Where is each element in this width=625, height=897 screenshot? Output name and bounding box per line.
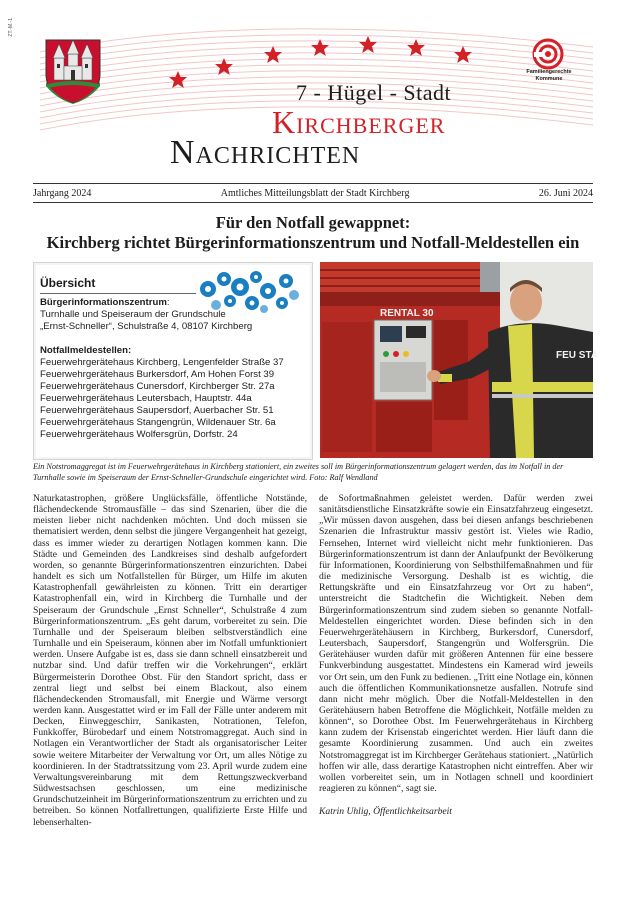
edition-code: ZT.-M.-1 xyxy=(8,18,14,37)
star-icon xyxy=(311,39,329,56)
stations-block xyxy=(40,345,308,441)
masthead-title-line1: Kirchberger xyxy=(272,104,446,140)
info-center-label: Bürgerinformationszentrum xyxy=(40,297,167,308)
info-center-block xyxy=(40,297,308,333)
article-paragraph: Naturkatastrophen, größere Unglücksfälle, öffentliche Notstände, flächendeckende Stromausfälle – das sind Szenarien, über die die meisten lieber nicht nachdenken möchten. Und doch müssen sie thematisiert werden, denn selbst die jüngere Vergangenheit hat gezeigt, dass es immer wieder zu derartigen Notlagen kommen kann. Die Städte und Gemeinden des Landkreises sind deshalb aufgefordert worden, so genannte Bürgerinformationszentren einzurichten. Dabei handelt es sich um Notfallstellen für Bürger, um Hilfe im akuten Katastrophenfall gewährleisten zu können. Tritt ein derartiger Katastrophenfall ein, wird in Kirchberg die Turnhalle und der Speiseraum der Grundschule „Ernst Schneller“, Schulstraße 4 zum Bürgerinformationszentrum. „Es geht darum, vorbereitet zu sein. Die Turnhalle und der Speiseraum bleiben selbstverständlich eine Turnhalle und ein Speiseraum, können aber im Notfall umfunktioniert werden. Unsere Aufgabe ist es, dass sie dann schnell einsatzbereit und nutzbar sind. Und dafür treffen wir die Vorkehrungen“, erklärt Bürgermeisterin Dorothee Obst. Für den Standort spricht, dass er zentral liegt und selbst bei einem Blackout, also einem flächendeckenden Stromausfall, mit Energie und Wärme versorgt werden kann. Ausgestattet wird er im Fall der Fälle unter anderem mit Decken, Einweggeschirr, Sanikasten, Notrationen, Telefon, Funkkoffer, Bürobedarf und einem Notstromaggregat. Auch sind in Notlagen ein Verantwortlicher der Stadt als organisatorischer Leiter sowie weitere Mitarbeiter der Verwaltung vor Ort, um alles Nötige zu koordinieren. In der Stadtratssitzung vom 23. April wurde zudem eine Verwaltungsvereinbarung mit dem Rettungszweckverband Südwestsachsen geschlossen, um eine medizinische Grundschutzeinheit im Bürgerinformationszentrum zu errichten und zu betreiben. So können Notfallrettungen, qualifizierte Erste Hilfe und lebenserhalten- xyxy=(33,493,307,828)
info-center-colon: : xyxy=(166,297,170,308)
coat-of-arms-icon xyxy=(44,38,102,104)
station-item: Feuerwehrgerätehaus Leutersbach, Hauptstr. 44a xyxy=(40,393,252,404)
star-icon xyxy=(454,46,472,63)
star-icon xyxy=(215,58,233,75)
station-item: Feuerwehrgerätehaus Kirchberg, Lengenfelder Straße 37 xyxy=(40,357,284,368)
overview-box xyxy=(33,262,313,460)
star-icon xyxy=(169,71,187,88)
overview-divider xyxy=(40,293,196,294)
stations-label: Notfallmeldestellen: xyxy=(40,345,132,356)
headline-line1: Für den Notfall gewappnet: xyxy=(215,213,411,232)
headline-line2: Kirchberg richtet Bürgerinformationszentrum und Notfall-Meldestellen ein xyxy=(46,233,580,252)
issue-info-bar xyxy=(33,183,593,203)
station-item: Feuerwehrgerätehaus Cunersdorf, Kirchberger Str. 27a xyxy=(40,381,275,392)
station-item: Feuerwehrgerätehaus Saupersdorf, Auerbacher Str. 51 xyxy=(40,405,274,416)
family-logo-text: Familiengerechte Kommune xyxy=(526,69,572,82)
masthead-subtitle: 7 - Hügel - Stadt xyxy=(296,80,452,105)
station-item: Feuerwehrgerätehaus Stangengrün, Wildenauer Str. 6a xyxy=(40,417,276,428)
star-icon xyxy=(359,36,377,53)
volume-label: Jahrgang 2024 xyxy=(33,187,92,199)
article-headline xyxy=(33,213,593,253)
publication-description: Amtliches Mitteilungsblatt der Stadt Kirchberg xyxy=(220,187,410,199)
family-logo-icon xyxy=(532,38,564,70)
article-column-2 xyxy=(319,493,593,817)
info-center-line: „Ernst-Schneller“, Schulstraße 4, 08107 Kirchberg xyxy=(40,321,253,332)
generator-brand-text: RENTAL 30 xyxy=(380,308,434,319)
generator-photo xyxy=(320,262,599,458)
overview-title: Übersicht xyxy=(40,276,96,290)
info-center-line: Turnhalle und Speiseraum der Grundschule xyxy=(40,309,226,320)
article-paragraph: de Sofortmaßnahmen geleistet werden. Dafür werden zwei sanitätsdienstliche Einsatzkräfte sowie ein Einsatzfahrzeug eingesetzt. „Wir müssen davon ausgehen, dass bei diesen anfangs beschriebenen Szenarien die Infrastruktur massiv gestört ist. Vieles wie Radio, Fernsehen, Internet wird vielleicht nicht mehr funktionieren. Das Bürgerinformationszentrum ist dann der Anlaufpunkt der Bevölkerung für Informationen, Koordinierung von Selbsthilfemaßnahmen und für die medizinische Versorgung. Deshalb ist es wichtig, die Rettungskräfte und ein Einsatzfahrzeug vor Ort zu haben“, unterstreicht die Stadtchefin die Wichtigkeit. Neben dem Bürgerinformationszentrum sind zudem sieben so genannte Notfall-Meldestellen eingerichtet worden. Diese befinden sich in den Feuerwehrgerätehäusern in Kirchberg, Burkersdorf, Cunersdorf, Leutersbach, Saupersdorf, Stangengrün und Wolfersgrün. Die Gerätehäuser wurden dafür mit größeren Antennen für eine bessere Funkverbindung ausgestattet. Mindestens ein Kamerad wird jeweils vor Ort sein, um den Funk zu bedienen. „Tritt eine Notlage ein, können auch die öffentlichen Kommunikationsnetze ausfallen. Notrufe sind dann nicht mehr möglich. Über die Notfall-Meldestellen in den Gerätehäusern haben Betroffene die Möglichkeit, Notfälle melden zu können“, so Dorothee Obst. Im Feuerwehrgerätehaus in Kirchberg kann zudem der Krisenstab eingerichtet werden. Hier läuft dann die gesamte Koordinierung zusammen. Und auch ein zweites Notstromaggregat ist im Kirchberger Gerätehaus stationiert. „Natürlich hoffen wir alle, dass derartige Katastrophen nicht eintreffen. Aber wir wollen vorbereitet sein, um in Notlagen schnell und koordiniert reagieren zu können“, sagt sie. xyxy=(319,493,593,795)
star-icon xyxy=(264,46,282,63)
station-item: Feuerwehrgerätehaus Burkersdorf, Am Hohen Forst 39 xyxy=(40,369,275,380)
photo-caption: Ein Notstromaggregat ist im Feuerwehrgerätehaus in Kirchberg stationiert, ein zweites soll im Bürgerinformationszentrum gelagert werden, das im Notfall in der Turnhalle sowie im Speiseraum der Ernst-Schneller-Grundschule eingerichtet wird. Foto: Ralf Wendland xyxy=(33,462,564,482)
station-item: Feuerwehrgerätehaus Wolfersgrün, Dorfstr. 24 xyxy=(40,429,238,440)
star-icon xyxy=(407,39,425,56)
author-credit: Katrin Uhlig, Öffentlichkeitsarbeit xyxy=(319,806,452,818)
article-column-1 xyxy=(33,493,307,828)
jacket-text: FEU STA xyxy=(556,350,599,361)
masthead-title-line2: Nachrichten xyxy=(170,134,361,171)
issue-date: 26. Juni 2024 xyxy=(538,187,593,199)
